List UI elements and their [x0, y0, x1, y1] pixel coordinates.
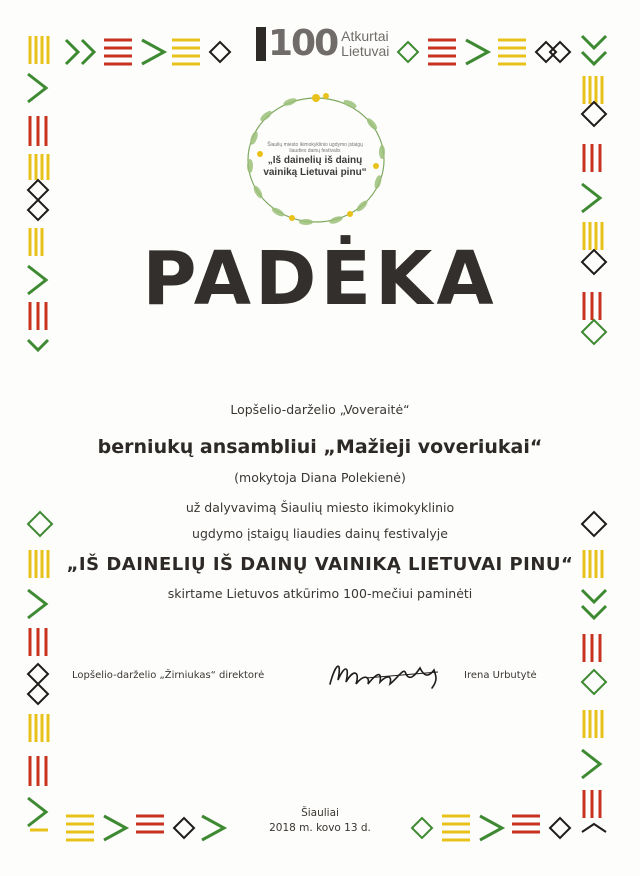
logo-badge [256, 27, 266, 61]
signatory-name: Irena Urbutytė [464, 670, 537, 681]
folk-ornament-icon [60, 30, 240, 76]
wreath-title-2: vainiką Lietuvai pinu“ [263, 167, 367, 178]
reason-line-2: ugdymo įstaigų liaudies dainų festivalyje [192, 526, 448, 541]
top-left-ornament-border [60, 30, 240, 76]
recipient-line: berniukų ansambliui „Mažieji voveriukai“ [97, 436, 543, 458]
centennial-logo [256, 24, 389, 64]
festival-title-line: „IŠ DAINELIŲ IŠ DAINŲ VAINIKĄ LIETUVAI PINU“ [66, 554, 574, 575]
folk-ornament-icon [392, 30, 574, 76]
wreath-small-text-1: Šiaulių miesto ikimokyklinio ugdymo įstaigų [267, 142, 363, 148]
date: 2018 m. kovo 13 d. [269, 822, 371, 834]
wreath-title-1: „Iš dainelių iš dainų [267, 155, 363, 166]
logo-text [341, 29, 389, 59]
logo-line-2: Lietuvai [341, 43, 390, 59]
city: Šiauliai [301, 807, 339, 819]
signatory-role: Lopšelio-darželio „Žirniukas“ direktorė [72, 670, 265, 681]
logo-line-1: Atkurtai [341, 28, 389, 44]
institution-line: Lopšelio-darželio „Voveraitė“ [230, 402, 410, 417]
dedication-line: skirtame Lietuvos atkūrimo 100-mečiui paminėti [167, 586, 473, 601]
logo-number: 100 [268, 23, 338, 64]
place-and-date [0, 806, 640, 836]
top-right-ornament-border [392, 30, 574, 76]
certificate-heading: PADĖKA [142, 236, 498, 322]
wreath-caption [250, 142, 380, 179]
teacher-line: (mokytoja Diana Polekienė) [234, 470, 406, 485]
reason-line-1: už dalyvavimą Šiaulių miesto ikimokyklinio [185, 500, 455, 515]
handwritten-signature [326, 654, 444, 694]
wreath-small-text-2: liaudies dainų festivalis [289, 148, 341, 154]
